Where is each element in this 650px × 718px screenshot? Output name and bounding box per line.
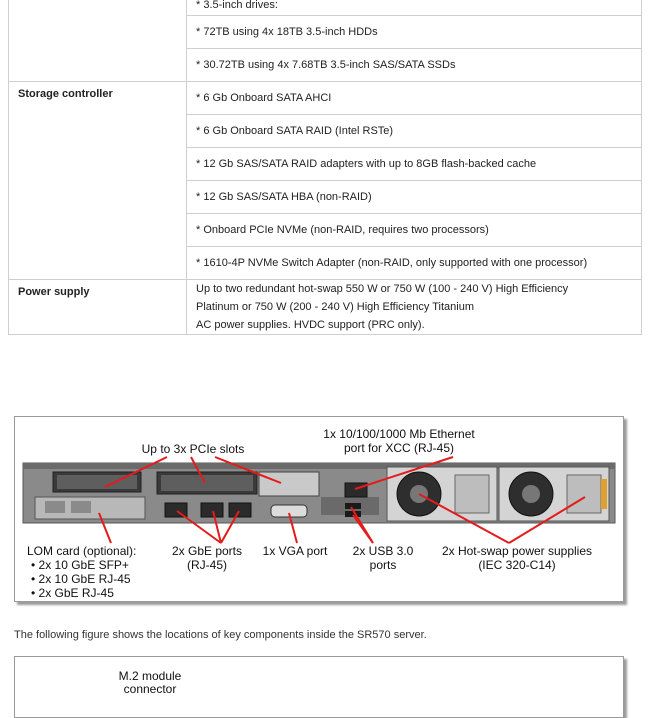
spec-value: * 6 Gb Onboard SATA AHCI xyxy=(187,82,642,115)
spec-value: * 72TB using 4x 18TB 3.5-inch HDDs xyxy=(187,16,642,49)
usb-port-1 xyxy=(345,503,361,509)
spec-value: * 6 Gb Onboard SATA RAID (Intel RSTe) xyxy=(187,115,642,148)
spec-value: * 1610-4P NVMe Switch Adapter (non-RAID, only supported with one processor) xyxy=(187,247,642,280)
psu-socket-2 xyxy=(567,475,601,513)
callout-ethernet-line1: 1x 10/100/1000 Mb Ethernet xyxy=(323,427,475,441)
spec-label-drives xyxy=(9,0,187,82)
internal-components-figure xyxy=(14,656,624,718)
spec-label-power-supply: Power supply xyxy=(9,280,187,335)
callout-pcie: Up to 3x PCIe slots xyxy=(141,442,245,456)
callout-lom-item: • 2x 10 GbE RJ-45 xyxy=(31,572,131,586)
spec-value: * 12 Gb SAS/SATA HBA (non-RAID) xyxy=(187,181,642,214)
callout-usb-line2: ports xyxy=(369,558,397,572)
psu-socket-1 xyxy=(455,475,489,513)
callout-lom-item: • 2x GbE RJ-45 xyxy=(31,586,114,600)
power-line: Up to two redundant hot-swap 550 W or 750 W (100 - 240 V) High Efficiency xyxy=(196,283,569,295)
power-line: AC power supplies. HVDC support (PRC only). xyxy=(196,319,425,331)
rear-view-figure xyxy=(14,416,624,602)
spec-table xyxy=(8,0,642,335)
spec-value: * 3.5-inch drives: xyxy=(187,0,642,16)
spec-value: * 12 Gb SAS/SATA RAID adapters with up to 8GB flash-backed cache xyxy=(187,148,642,181)
vent-mesh xyxy=(161,475,253,491)
lom-port xyxy=(71,501,91,513)
pcie-slot-3 xyxy=(259,472,319,496)
callout-usb-line1: 2x USB 3.0 xyxy=(352,544,414,558)
callout-psu-line2: (IEC 320-C14) xyxy=(478,558,556,572)
callout-m2-line1: M.2 module xyxy=(118,669,182,683)
spec-value: * Onboard PCIe NVMe (non-RAID, requires two processors) xyxy=(187,214,642,247)
xcc-ethernet-port xyxy=(345,483,367,497)
rear-view-diagram xyxy=(15,417,623,601)
callout-lom-item: • 2x 10 GbE SFP+ xyxy=(31,558,129,572)
spec-value: * 30.72TB using 4x 7.68TB 3.5-inch SAS/SATA SSDs xyxy=(187,49,642,82)
gbe-port-3 xyxy=(229,503,251,517)
callout-ethernet-line2: port for XCC (RJ-45) xyxy=(343,441,455,455)
callout-gbe-line1: 2x GbE ports xyxy=(171,544,243,558)
gbe-port-2 xyxy=(201,503,223,517)
callout-psu-line1: 2x Hot-swap power supplies xyxy=(441,544,593,558)
figure-caption: The following figure shows the locations of key components inside the SR570 server. xyxy=(14,629,427,641)
spec-value-power-supply xyxy=(187,280,642,335)
callout-gbe-line2: (RJ-45) xyxy=(186,558,228,572)
spec-label-storage-controller: Storage controller xyxy=(9,82,187,280)
callout-lom-title: LOM card (optional): xyxy=(27,544,137,558)
lom-port xyxy=(45,501,65,513)
callout-m2-line2: connector xyxy=(123,682,177,696)
power-line: Platinum or 750 W (200 - 240 V) High Efficiency Titanium xyxy=(196,301,474,313)
psu-fan-hub xyxy=(522,485,540,503)
psu-handle xyxy=(601,479,607,509)
callout-vga: 1x VGA port xyxy=(262,544,328,558)
